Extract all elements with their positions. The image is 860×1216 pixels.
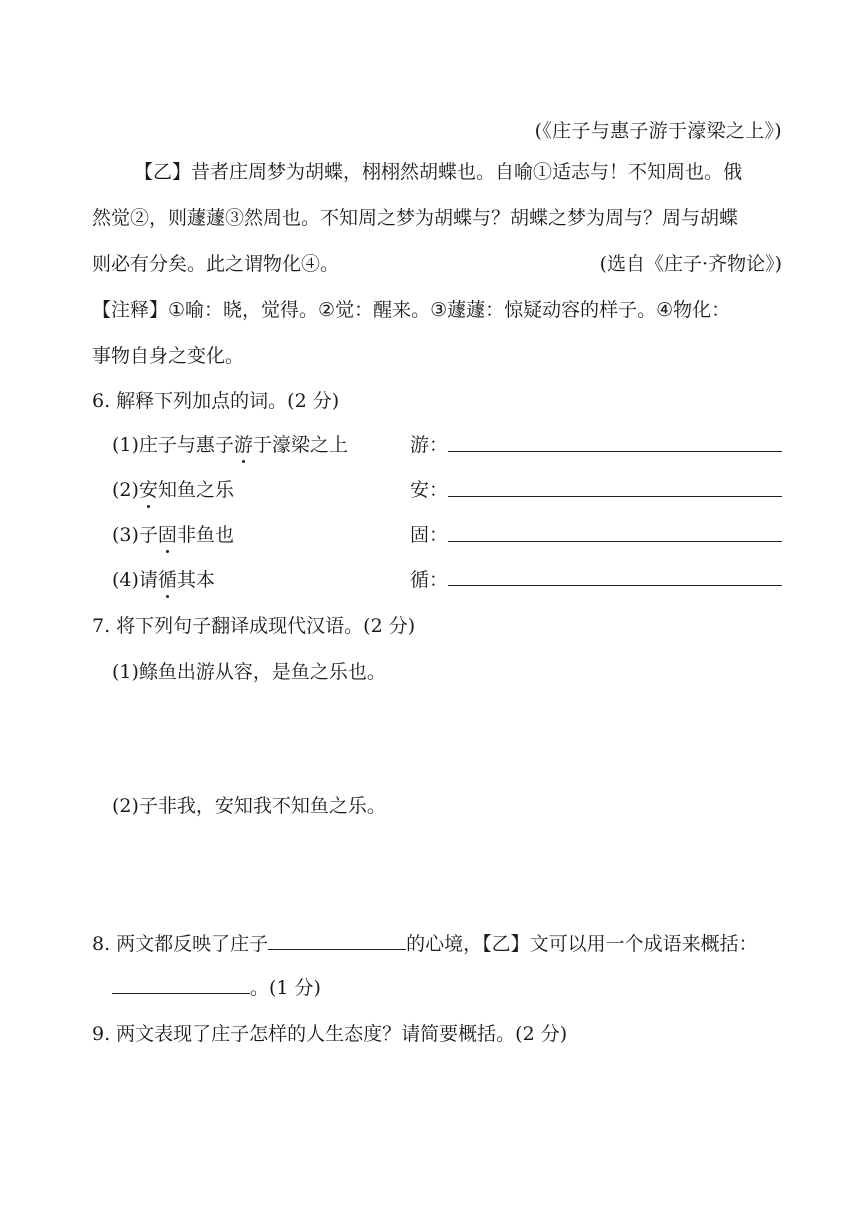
q6-item-3-answer-line[interactable] — [448, 541, 782, 542]
q7-sentence-2: (2)子非我，安知我不知鱼之乐。 — [112, 795, 386, 817]
notes-line-1: 【注释】①喻：晓，觉得。②觉：醒来。③蘧蘧：惊疑动容的样子。④物化： — [92, 299, 731, 321]
q8-part-1: 8. 两文都反映了庄子 — [92, 933, 269, 955]
passage-b-line-3 — [92, 241, 782, 287]
q6-item-1-post: 于濠梁之上 — [252, 434, 348, 456]
q6-item-3 — [112, 520, 234, 547]
q6-item-3-post: 非鱼也 — [176, 524, 234, 546]
q6-item-2-pre: (2) — [112, 479, 139, 501]
q6-item-1 — [112, 430, 348, 457]
q6-item-1-dotted-word: 游 — [234, 430, 253, 457]
q6-item-3-dotted-word: 固 — [158, 520, 177, 547]
q6-item-4-dotted-word: 循 — [158, 565, 177, 592]
q6-item-4-pre: (4)请 — [112, 569, 158, 591]
q6-item-4-answer-line[interactable] — [448, 585, 782, 586]
q6-item-2-post: 知鱼之乐 — [157, 479, 234, 501]
source-citation-a: (《庄子与惠子游于濠梁之上》) — [534, 120, 782, 142]
q6-item-4-label: 循： — [410, 569, 449, 591]
q6-item-4 — [112, 565, 215, 592]
question-9-stem: 9. 两文表现了庄子怎样的人生态度？请简要概括。(2 分) — [92, 1023, 568, 1045]
question-7-stem: 7. 将下列句子翻译成现代汉语。(2 分) — [92, 615, 416, 637]
source-citation-b: (选自《庄子·齐物论》) — [599, 253, 782, 275]
q6-item-3-label: 固： — [410, 524, 449, 546]
q6-item-1-pre: (1)庄子与惠子 — [112, 434, 234, 456]
q6-item-1-answer-line[interactable] — [448, 451, 782, 452]
q8-blank-2[interactable] — [112, 993, 250, 994]
q8-blank-1[interactable] — [268, 949, 406, 950]
q8-part-2: 的心境，【乙】文可以用一个成语来概括： — [406, 933, 758, 955]
passage-b — [92, 149, 782, 379]
question-6-stem: 6. 解释下列加点的词。(2 分) — [92, 390, 340, 412]
notes-line-2: 事物自身之变化。 — [92, 345, 245, 367]
q6-item-3-pre: (3)子 — [112, 524, 158, 546]
passage-b-line-3-text: 则必有分矣。此之谓物化④。 — [92, 253, 340, 275]
question-8-stem — [92, 929, 758, 956]
passage-b-line-1: 【乙】昔者庄周梦为胡蝶，栩栩然胡蝶也。自喻①适志与！不知周也。俄 — [134, 161, 743, 183]
passage-b-line-2: 然觉②，则蘧蘧③然周也。不知周之梦为胡蝶与？胡蝶之梦为周与？周与胡蝶 — [92, 207, 739, 229]
q6-item-2 — [112, 475, 234, 502]
q6-item-2-answer-line[interactable] — [448, 496, 782, 497]
q8-part-3: 。(1 分) — [250, 977, 321, 999]
q6-item-4-post: 其本 — [176, 569, 215, 591]
q6-item-2-dotted-word: 安 — [139, 475, 158, 502]
q7-sentence-1: (1)鲦鱼出游从容，是鱼之乐也。 — [112, 661, 386, 683]
question-8-line-2 — [112, 973, 321, 1000]
q6-item-2-label: 安： — [410, 479, 449, 501]
q6-item-1-label: 游： — [410, 434, 449, 456]
